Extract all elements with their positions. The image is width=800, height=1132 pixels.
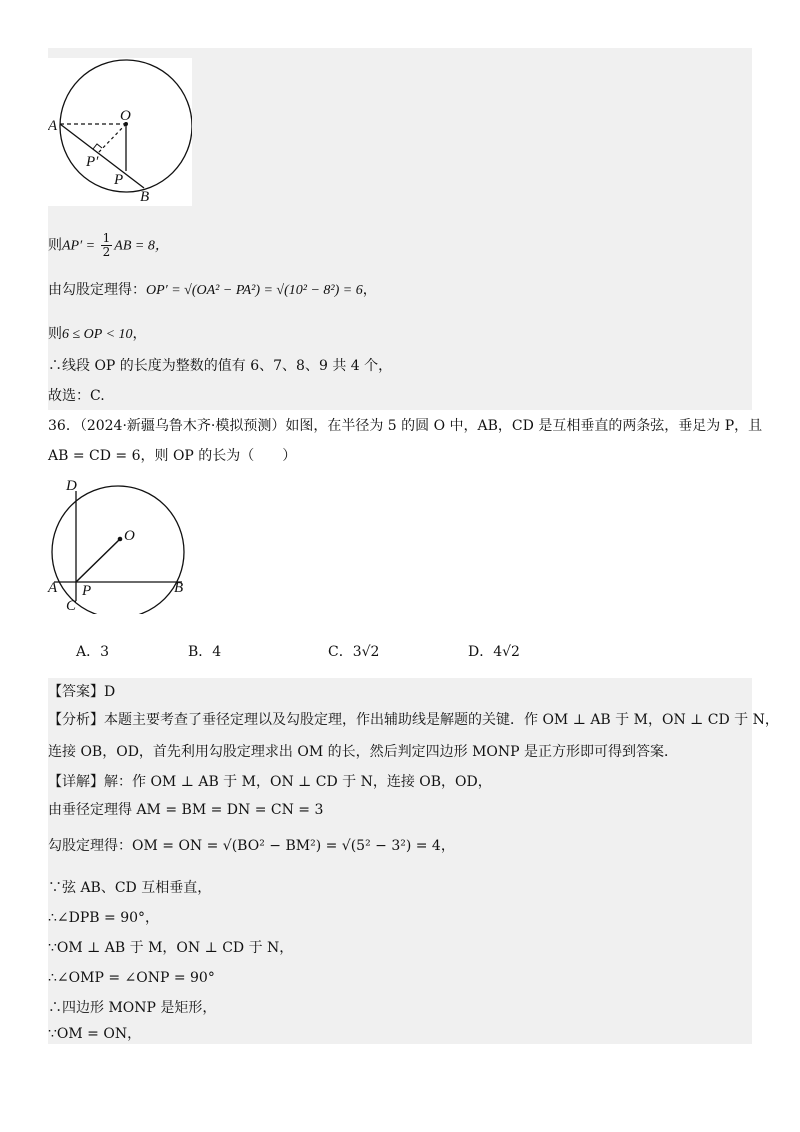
detail-line-1: 【详解】解：作 OM ⊥ AB 于 M，ON ⊥ CD 于 N，连接 OB，OD， (48, 774, 492, 790)
formula-inequality: 6 ≤ OP < 10 (62, 327, 133, 342)
label-o: O (124, 528, 135, 544)
option-a: A．3 (76, 644, 110, 660)
text-prefix: 则 (48, 326, 62, 342)
question-36-line-1: 36．（2024·新疆乌鲁木齐·模拟预测）如图，在半径为 5 的圆 O 中，AB，CD 是互相垂直的两条弦，垂足为 P，且 (48, 418, 763, 434)
chord-ab (60, 124, 144, 188)
label-p-prime: P′ (86, 154, 99, 170)
detail-line-2: 由垂径定理得 AM = BM = DN = CN = 3 (48, 802, 324, 818)
answer-line: 【答案】D (48, 684, 116, 700)
text-suffix: ， (132, 326, 147, 342)
solution-line-1 (48, 232, 169, 259)
text-prefix: 由勾股定理得： (48, 282, 146, 298)
detail-line-9: ∵OM = ON， (48, 1026, 142, 1042)
option-b: B．4 (188, 644, 222, 660)
circle-2 (52, 486, 184, 614)
fraction-numerator: 1 (102, 231, 111, 245)
label-c: C (66, 598, 77, 614)
solution-line-5: 故选：C. (48, 388, 105, 404)
label-p: P (114, 172, 124, 188)
circle-figure-2 (46, 474, 196, 614)
label-b: B (174, 580, 184, 596)
fraction-half (101, 232, 113, 259)
label-o: O (120, 108, 131, 124)
label-a: A (48, 118, 58, 134)
solution-line-2 (48, 280, 377, 301)
detail-line-4: ∵弦 AB、CD 互相垂直， (48, 880, 212, 896)
solution-block-36 (48, 678, 752, 1044)
label-d: D (66, 478, 77, 494)
detail-line-7: ∴∠OMP = ∠ONP = 90° (48, 970, 215, 986)
analysis-line-1: 【分析】本题主要考查了垂径定理以及勾股定理，作出辅助线是解题的关键．作 OM ⊥ AB 于 M，ON ⊥ CD 于 N， (48, 712, 779, 728)
formula-pythagoras: OP′ = √(OA² − PA²) = √(10² − 8²) = 6 (146, 283, 363, 298)
detail-line-3: 勾股定理得：OM = ON = √(BO² − BM²) = √(5² − 3²) = 4， (48, 838, 455, 854)
detail-line-8: ∴四边形 MONP 是矩形， (48, 1000, 217, 1016)
text-prefix: 则 (48, 237, 62, 254)
solution-line-3 (48, 324, 147, 345)
option-d: D．4√2 (468, 644, 520, 660)
segment-opprime-dashed (98, 124, 126, 153)
formula-rhs: AB = 8， (114, 238, 169, 254)
option-c: C．3√2 (328, 644, 380, 660)
segment-op (76, 539, 120, 582)
label-p: P (82, 583, 92, 599)
detail-line-6: ∵OM ⊥ AB 于 M，ON ⊥ CD 于 N， (48, 940, 294, 956)
analysis-line-2: 连接 OB，OD，首先利用勾股定理求出 OM 的长，然后判定四边形 MONP 是正方形即可得到答案． (48, 744, 679, 760)
formula-lhs: AP′ = (62, 238, 99, 254)
detail-line-5: ∴∠DPB = 90°， (48, 910, 160, 926)
label-a: A (48, 580, 58, 596)
question-36-line-2: AB = CD = 6，则 OP 的长为（ ） (48, 448, 297, 464)
text-suffix: ， (362, 282, 377, 298)
label-b: B (140, 189, 150, 205)
fraction-denominator: 2 (102, 245, 111, 259)
right-angle-mark (93, 144, 102, 149)
circle-figure-1 (48, 58, 192, 206)
center-point (118, 537, 123, 542)
solution-line-4: ∴线段 OP 的长度为整数的值有 6、7、8、9 共 4 个， (48, 358, 393, 374)
